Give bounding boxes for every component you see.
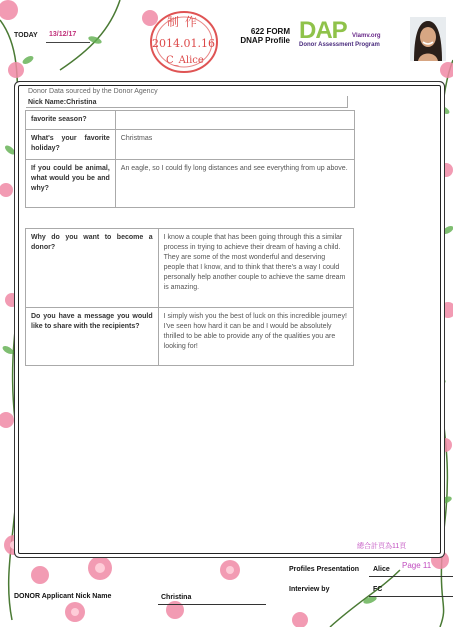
answer-cell: An eagle, so I could fly long distances and see everything from up above. bbox=[115, 160, 354, 208]
presentation-label: Profiles Presentation bbox=[289, 566, 360, 573]
question-cell: If you could be animal, what would you be and why? bbox=[26, 160, 116, 208]
stamp-line-1: 制 作 bbox=[167, 15, 198, 29]
logo-word: DAP bbox=[299, 17, 347, 44]
nick-name-label: Nick Name:Christina bbox=[28, 99, 97, 106]
answer-cell: I simply wish you the best of luck on this incredible journey! I've seen how hard it can be and I would be absolutely thrilled to be able to provide any of the qualities you are looking for! bbox=[158, 308, 353, 366]
today-label: TODAY bbox=[14, 32, 38, 39]
today-underline bbox=[46, 42, 90, 43]
interview-underline bbox=[369, 596, 453, 597]
donor-nick-underline bbox=[158, 604, 266, 605]
table-row bbox=[26, 130, 355, 160]
table-row bbox=[26, 308, 354, 366]
stamp-line-3: C_Alice bbox=[166, 55, 204, 66]
donor-nick-label: DONOR Applicant Nick Name bbox=[14, 593, 112, 600]
answer-cell: I know a couple that has been going through this a similar process in trying to achieve their dream of having a child. They are some of the most wonderful and deserving people that I know, and to think that there's a way I could personally help another couple to achieve the same dream is amazing. bbox=[158, 229, 353, 308]
answer-cell bbox=[115, 111, 354, 130]
presentation-underline bbox=[369, 576, 453, 577]
page-number: Page 11 bbox=[402, 561, 432, 570]
interview-label: Interview by bbox=[289, 586, 330, 593]
stamp-line-2: 2014.01.16 bbox=[152, 37, 215, 50]
total-pages-note: 總合計頁為11頁 bbox=[357, 543, 407, 550]
question-cell: favorite season? bbox=[26, 111, 116, 130]
question-cell: What's your favorite holiday? bbox=[26, 130, 116, 160]
logo-suffix: Vlamv.org bbox=[352, 33, 381, 39]
form-heading bbox=[230, 27, 290, 45]
qa-table-2 bbox=[25, 228, 354, 366]
question-cell: Why do you want to become a donor? bbox=[26, 229, 159, 308]
table-row bbox=[26, 229, 354, 308]
form-number: 622 FORM bbox=[250, 27, 290, 36]
logo-tagline: Donor Assessment Program bbox=[299, 42, 380, 48]
donor-nick-value: Christina bbox=[161, 594, 192, 601]
presentation-value: Alice bbox=[373, 566, 390, 573]
qa-table-1 bbox=[25, 110, 355, 208]
avatar bbox=[410, 17, 446, 61]
answer-cell: Christmas bbox=[115, 130, 354, 160]
table-row bbox=[26, 111, 355, 130]
form-title: DNAP Profile bbox=[240, 36, 290, 45]
question-cell: Do you have a message you would like to share with the recipients? bbox=[26, 308, 159, 366]
source-label: Donor Data sourced by the Donor Agency bbox=[28, 88, 158, 95]
today-date: 13/12/17 bbox=[49, 31, 77, 38]
interview-value: FC bbox=[373, 586, 383, 593]
table-row bbox=[26, 160, 355, 208]
